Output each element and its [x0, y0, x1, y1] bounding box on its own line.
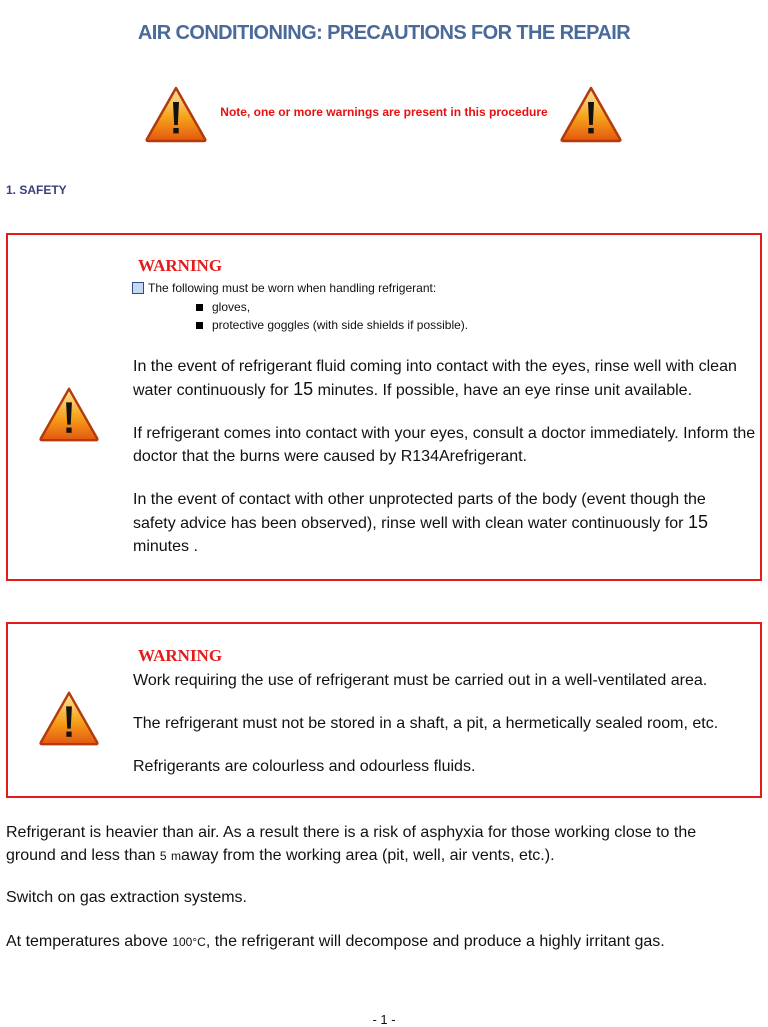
- ppe-item-goggles: protective goggles (with side shields if possible).: [212, 318, 469, 332]
- doctor-paragraph: If refrigerant comes into contact with your eyes, consult a doctor immediately. Inform the doctor that the burns were caused by R134Arefrigerant.: [133, 425, 756, 465]
- page-title: AIR CONDITIONING: PRECAUTIONS FOR THE REPAIR: [137, 22, 631, 44]
- temperature-paragraph: At temperatures above 100°C, the refrigerant will decompose and produce a highly irritant gas.: [6, 933, 665, 950]
- ppe-intro: The following must be worn when handling refrigerant:: [148, 281, 437, 295]
- checkbox-icon: [132, 282, 144, 294]
- body-contact-paragraph: In the event of contact with other unprotected parts of the body (event though the safety advice has been observed), rinse well with clean water continuously for 15 minutes .: [133, 491, 708, 555]
- warning-note: Note, one or more warnings are present in this procedure: [220, 105, 548, 119]
- extraction-paragraph: Switch on gas extraction systems.: [6, 889, 247, 906]
- warning-triangle-icon: [38, 688, 100, 748]
- storage-paragraph: The refrigerant must not be stored in a shaft, a pit, a hermetically sealed room, etc.: [133, 715, 719, 732]
- warning-triangle-icon: [38, 384, 100, 444]
- bullet-square-icon: [196, 304, 203, 311]
- warning-label: WARNING: [138, 256, 223, 275]
- colourless-paragraph: Refrigerants are colourless and odourless fluids.: [133, 758, 476, 775]
- warning-triangle-icon: [559, 84, 623, 144]
- asphyxia-paragraph: Refrigerant is heavier than air. As a result there is a risk of asphyxia for those working close to the ground and less than 5 maway from the working area (pit, well, air vents, etc.).: [6, 824, 697, 864]
- warning-label: WARNING: [138, 646, 223, 665]
- page-number: - 1 -: [372, 1012, 396, 1027]
- eye-contact-paragraph: In the event of refrigerant fluid coming into contact with the eyes, rinse well with clean water continuously for 15 minutes. If possible, have an eye rinse unit available.: [133, 358, 737, 399]
- section-heading: 1. SAFETY: [6, 183, 67, 197]
- bullet-square-icon: [196, 322, 203, 329]
- ppe-item-gloves: gloves,: [212, 300, 251, 314]
- ventilation-paragraph: Work requiring the use of refrigerant must be carried out in a well-ventilated area.: [133, 672, 708, 689]
